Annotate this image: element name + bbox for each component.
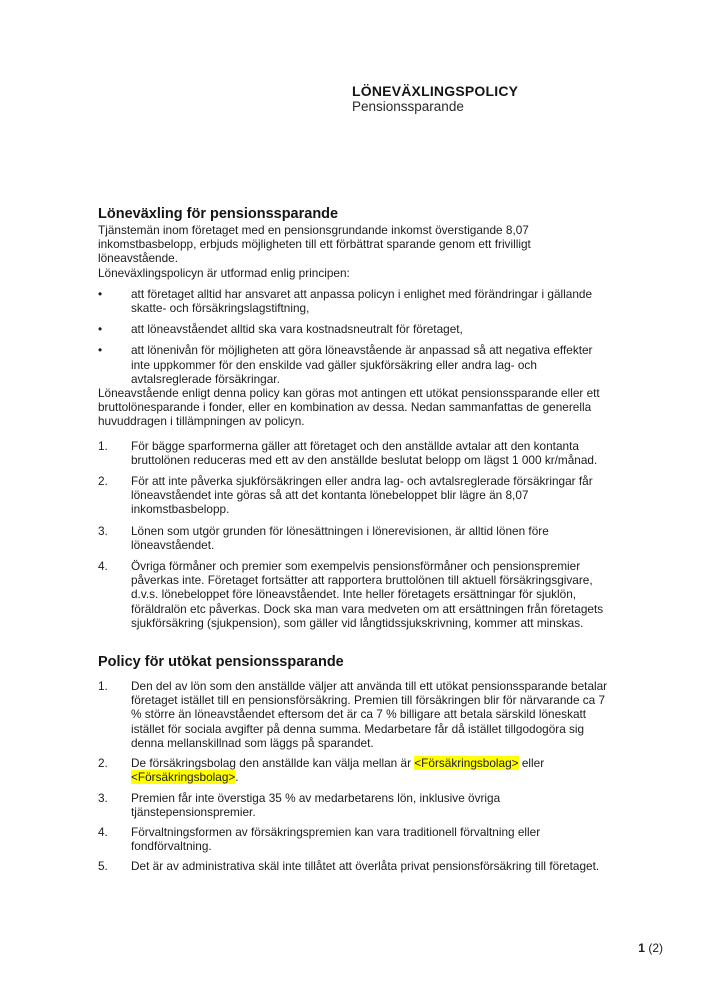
list-number: 3. xyxy=(98,790,108,805)
list-item xyxy=(98,474,614,517)
list-item xyxy=(98,439,614,467)
text-segment: . xyxy=(235,770,239,785)
insurer-placeholder-highlight: <Försäkringsbolag> xyxy=(131,770,236,785)
bullet-item-text: att lönenivån för möjligheten att göra löneavstående är anpassad så att negativa effekter inte uppkommer för den enskilde vad gäller sjukförsäkring eller andra lag- och avtalsreglerade försäkringar. xyxy=(131,343,593,386)
principle-intro-paragraph: Löneväxlingspolicyn är utformad enlig principen: xyxy=(98,265,350,280)
page-number-current: 1 xyxy=(638,941,645,955)
principles-bullet-list xyxy=(98,287,614,386)
numbered-item-text: Den del av lön som den anställde väljer att använda till ett utökat pensionssparande betalar företaget istället till en pensionsförsäkring. Premien till försäkringen blir för närvarande ca 7 % större än löneavståendet eftersom det är ca 7 % billigare att betala särskild löneskatt istället för sociala avgifter på denna summa. Medarbetare får då istället tillgodogöra sig denna mellanskillnad som läggs på sparandet. xyxy=(131,679,608,750)
numbered-item-text xyxy=(131,756,614,784)
document-body xyxy=(98,0,614,880)
numbered-item-text: Premien får inte överstiga 35 % av medarbetarens lön, inklusive övriga tjänstepensionspremier. xyxy=(131,790,501,819)
page-number xyxy=(638,941,663,955)
list-item xyxy=(98,524,614,552)
document-title: LÖNEVÄXLINGSPOLICY xyxy=(352,83,519,99)
numbered-item-text: För bägge sparformerna gäller att företaget och den anställde avtalar att den kontanta bruttolönen reduceras med ett av den anställde beslutat belopp om lägst 1 000 kr/månad. xyxy=(131,438,598,467)
list-item xyxy=(98,679,614,750)
list-item xyxy=(98,287,614,315)
pension-policy-numbered-list xyxy=(98,679,614,873)
bullet-item-text: att företaget alltid har ansvaret att anpassa policyn i enlighet med förändringar i gällande skatte- och försäkringslagstiftning, xyxy=(131,286,593,316)
list-item xyxy=(98,343,614,386)
list-number: 4. xyxy=(98,824,108,839)
text-segment: eller xyxy=(518,756,545,771)
insurer-placeholder-highlight: <Försäkringsbolag> xyxy=(414,756,519,771)
list-number: 5. xyxy=(98,859,108,874)
list-item xyxy=(98,756,614,784)
list-number: 2. xyxy=(98,756,108,771)
text-segment: De försäkringsbolag den anställde kan välja mellan är xyxy=(131,756,415,771)
document-subtitle: Pensionssparande xyxy=(352,99,464,114)
section1-heading: Löneväxling för pensionssparande xyxy=(98,206,339,222)
list-item xyxy=(98,825,614,853)
list-number: 4. xyxy=(98,559,108,574)
bullet-marker: • xyxy=(98,343,103,358)
general-rules-numbered-list xyxy=(98,439,614,630)
numbered-item-text: Förvaltningsformen av försäkringspremien kan vara traditionell förvaltning eller fondförvaltning. xyxy=(131,824,541,854)
summary-paragraph: Löneavstående enligt denna policy kan göras mot antingen ett utökat pensionssparande eller ett bruttolönesparande i fonder, eller en kombination av dessa. Nedan sammanfattas de generella huvuddragen i tillämpningen av policyn. xyxy=(98,386,600,429)
list-number: 2. xyxy=(98,474,108,489)
list-item xyxy=(98,791,614,819)
list-number: 3. xyxy=(98,523,108,538)
numbered-item-text: Det är av administrativa skäl inte tillåtet att överlåta privat pensionsförsäkring till företaget. xyxy=(131,859,600,874)
list-item xyxy=(98,859,614,873)
intro-paragraph: Tjänstemän inom företaget med en pensionsgrundande inkomst överstigande 8,07 inkomstbasbelopp, erbjuds möjligheten till ett förbättrat sparande genom ett frivilligt löneavstående. xyxy=(98,223,531,266)
section2-heading: Policy för utökat pensionssparande xyxy=(98,654,344,671)
page-number-total: (2) xyxy=(648,941,663,955)
list-number: 1. xyxy=(98,438,108,453)
bullet-marker: • xyxy=(98,322,103,337)
bullet-marker: • xyxy=(98,286,103,301)
list-item xyxy=(98,322,614,336)
bullet-item-text: att löneavståendet alltid ska vara kostnadsneutralt för företaget, xyxy=(131,322,463,337)
list-number: 1. xyxy=(98,679,108,694)
numbered-item-text: För att inte påverka sjukförsäkringen eller andra lag- och avtalsreglerade försäkringar får löneavståendet inte göras så att det kontanta lönebeloppet blir lägre än 8,07 inkomstbasbelopp. xyxy=(131,474,593,517)
numbered-item-text: Lönen som utgör grunden för lönesättningen i lönerevisionen, är alltid lönen före löneavståendet. xyxy=(131,523,549,552)
list-item xyxy=(98,559,614,630)
numbered-item-text: Övriga förmåner och premier som exempelvis pensionsförmåner och pensionspremier påverkas inte. Företaget fortsätter att rapportera bruttolönen till aktuell försäkringsgivare, d.v.s. lönebeloppet före löneavståendet. Inte heller företagets ersättningar för sjuklön, föräldralön etc påverkas. Dock ska man vara medveten om att ersättningen från företagets sjukförsäkring (sjukpension), som gäller vid långtidssjukskrivning, kommer att minskas. xyxy=(131,559,604,630)
